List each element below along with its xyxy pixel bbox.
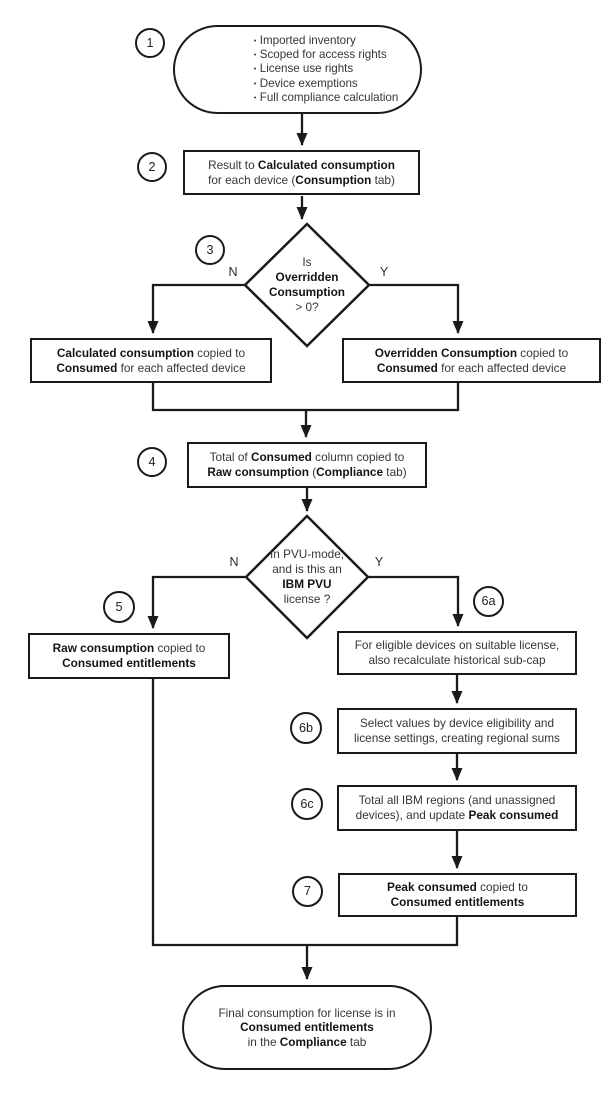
decision3-line: Is — [302, 255, 312, 269]
decision3-line: Consumption — [268, 285, 345, 299]
text-segment: Calculated consumption — [56, 345, 194, 360]
step-circle-6b: 6b — [290, 712, 322, 744]
text-line: Consumed entitlements — [240, 1020, 374, 1035]
text-segment: Peak consumed — [387, 880, 477, 895]
text-segment: tab — [346, 1034, 367, 1049]
branch-yes-decision3 — [370, 285, 458, 333]
start-terminator — [173, 25, 422, 114]
text-segment: devices), and update — [355, 808, 469, 822]
decision3-text — [247, 238, 367, 332]
step-circle-7: 7 — [292, 876, 323, 907]
text-line — [53, 641, 206, 656]
text-line — [56, 361, 245, 376]
text-line — [62, 656, 196, 671]
text-line — [248, 1035, 367, 1050]
text-line — [377, 361, 566, 376]
merge-branches-after-decision3 — [153, 383, 458, 410]
branch-label-no-decision6: N — [229, 555, 239, 569]
text-segment: Consumed entitlements — [390, 895, 525, 909]
text-line — [375, 346, 568, 361]
text-line — [210, 450, 405, 465]
decision6-line: license ? — [283, 592, 331, 606]
text-line: Select values by device eligibility and — [359, 716, 555, 731]
start-bullet-list — [253, 34, 399, 105]
decision3-line: > 0? — [295, 300, 319, 314]
text-segment: Total all IBM regions (and unassigned — [358, 793, 556, 808]
process-box-step6a — [337, 631, 577, 675]
text-segment: tab) — [383, 465, 407, 479]
text-segment: Compliance — [279, 1034, 347, 1049]
text-segment: Total of — [209, 450, 251, 465]
decision6-text — [247, 531, 367, 623]
text-segment: Consumption — [295, 172, 372, 187]
step-circle-5: 5 — [103, 591, 135, 623]
text-line — [208, 173, 395, 188]
step-circle-6c: 6c — [291, 788, 323, 820]
text-segment: Overridden Consumption — [374, 345, 518, 360]
process-box-step5 — [28, 633, 230, 679]
text-segment: copied to — [193, 345, 246, 360]
process-box-step6c — [337, 785, 577, 831]
decision3-line: Overridden — [275, 270, 339, 284]
end-terminator — [182, 985, 432, 1070]
process-box-step6b — [337, 708, 577, 754]
bullet-item: • Imported inventory — [253, 34, 399, 48]
text-segment: Consumed entitlements — [62, 656, 196, 670]
text-segment: Calculated consumption — [257, 157, 395, 172]
decision6-line: In PVU-mode, — [269, 547, 345, 561]
step-circle-6a: 6a — [473, 586, 504, 617]
text-segment: copied to — [154, 641, 206, 656]
process-box-step7 — [338, 873, 577, 917]
text-segment: for each device ( — [208, 172, 296, 187]
text-line — [208, 158, 395, 173]
text-segment: tab) — [371, 172, 395, 187]
step-circle-3: 3 — [195, 235, 225, 265]
decision6-line: IBM PVU — [282, 577, 332, 591]
bullet-item: • Device exemptions — [253, 77, 399, 91]
text-segment: for each affected device — [437, 360, 567, 375]
text-segment: in the — [247, 1034, 280, 1049]
text-segment: Consumed — [250, 450, 312, 465]
text-segment: Consumed — [376, 360, 438, 375]
bullet-item: • License use rights — [253, 62, 399, 76]
text-segment: Peak consumed — [468, 808, 559, 822]
text-segment: Compliance — [316, 465, 384, 479]
text-line — [207, 465, 406, 480]
branch-label-yes-decision6: Y — [374, 555, 384, 569]
decision6-line: and is this an — [272, 562, 342, 576]
bullet-item: • Scoped for access rights — [253, 48, 399, 62]
text-segment: Consumed — [56, 360, 118, 375]
text-segment: column copied to — [311, 450, 405, 465]
branch-label-no-decision3: N — [228, 265, 238, 279]
bullet-item: • Full compliance calculation — [253, 91, 399, 105]
branch-yes-decision6 — [368, 577, 458, 626]
text-segment: for each affected device — [117, 360, 246, 375]
text-line — [57, 346, 245, 361]
step-circle-1: 1 — [135, 28, 165, 58]
branch-no-decision6 — [153, 577, 245, 628]
text-line: license settings, creating regional sums — [354, 731, 560, 745]
text-segment: copied to — [476, 880, 528, 895]
text-line — [356, 808, 559, 823]
text-line — [387, 880, 528, 895]
step-circle-4: 4 — [137, 447, 167, 477]
branch-no-decision3 — [153, 285, 245, 333]
branch-label-yes-decision3: Y — [379, 265, 389, 279]
process-box-calculated-copied — [30, 338, 272, 383]
text-segment: Raw consumption — [207, 465, 309, 479]
process-box-overridden-copied — [342, 338, 601, 383]
process-box-step4 — [187, 442, 427, 488]
text-line: For eligible devices on suitable license, — [354, 638, 560, 653]
text-line — [391, 895, 525, 910]
text-segment: Raw consumption — [52, 641, 155, 656]
process-box-step2 — [183, 150, 420, 195]
text-segment: Result to — [208, 157, 258, 172]
text-segment: copied to — [517, 345, 569, 360]
text-line — [359, 793, 556, 808]
text-line: Final consumption for license is in — [218, 1005, 396, 1020]
text-line: also recalculate historical sub-cap — [368, 653, 546, 667]
step-circle-2: 2 — [137, 152, 167, 182]
text-segment: ( — [308, 465, 317, 479]
